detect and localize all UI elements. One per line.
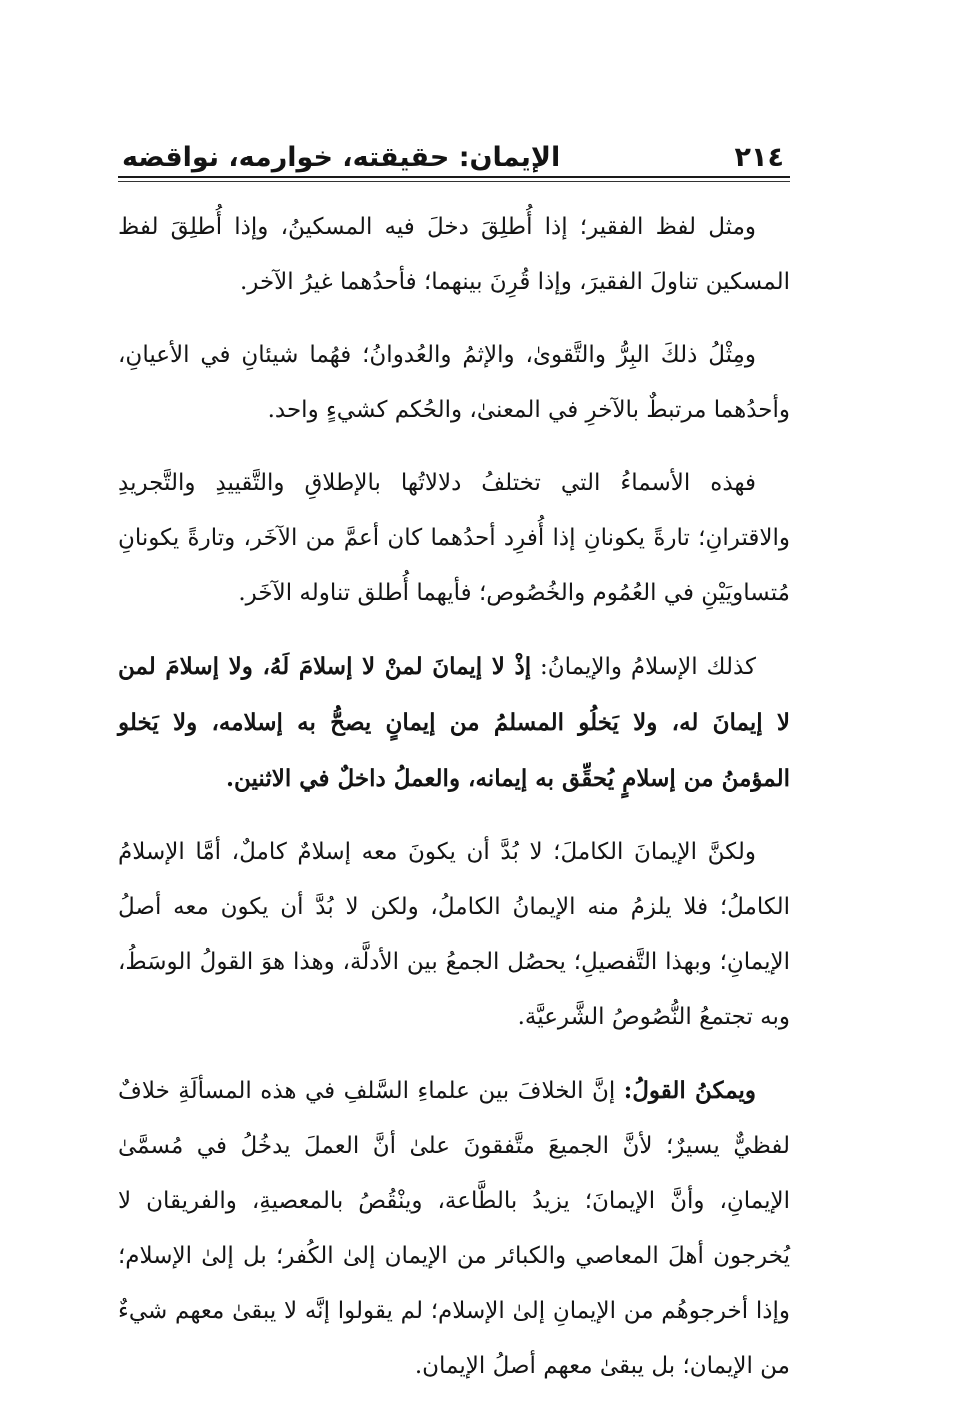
paragraph bbox=[118, 328, 790, 438]
header-rule bbox=[118, 176, 790, 178]
paragraph bbox=[118, 825, 790, 1045]
page-body bbox=[118, 200, 790, 1412]
book-title: الإيمان: حقيقته، خوارمه، نواقضه bbox=[122, 142, 561, 173]
paragraph-text: ومِثْلُ ذلكَ البِرُّ والتَّقوىٰ، والإثمُ والعُدوانُ؛ فهُما شيئانِ في الأعيانِ، وأحدُهما مرتبطٌ بالآخرِ في المعنىٰ، والحُكم كشيءٍ واحد. bbox=[118, 342, 790, 423]
paragraph bbox=[118, 200, 790, 310]
page-number: ٢١٤ bbox=[734, 142, 784, 173]
paragraph bbox=[118, 639, 790, 807]
paragraph-lead: ويمكنُ القولُ: bbox=[623, 1077, 756, 1104]
paragraph-text: فهذه الأسماءُ التي تختلفُ دلالاتُها بالإطلاقِ والتَّقييدِ والتَّجريدِ والاقترانِ؛ تارةً يكونانِ إذا أُفرِد أحدُهما كان أعمَّ من الآخَر، وتارةً يكونانِ مُتساويَيْنِ في العُمُوم والخُصُوص؛ فأيهما أُطلق تناوله الآخَر. bbox=[118, 470, 790, 606]
paragraph bbox=[118, 1063, 790, 1394]
header-rule-thin bbox=[118, 181, 790, 182]
paragraph bbox=[118, 456, 790, 621]
paragraph-bold-text: إذْ لا إيمانَ لمنْ لا إسلامَ لَهُ، ولا إسلامَ لمن لا إيمانَ له، ولا يَخلُو المسلمُ من إيمانٍ يصحُّ به إسلامه، ولا يَخلو المؤمنُ من إسلامٍ يُحقِّق به إيمانه، والعملُ داخلٌ في الاثنين. bbox=[118, 653, 790, 792]
paragraph-lead: كذلك الإسلامُ والإيمانُ: bbox=[540, 654, 756, 680]
paragraph-text: ولكنَّ الإيمانَ الكاملَ؛ لا بُدَّ أن يكونَ معه إسلامٌ كاملٌ، أمَّا الإسلامُ الكاملُ؛ فلا يلزمُ منه الإيمانُ الكاملُ، ولكن لا بُدَّ أن يكون معه أصلُ الإيمانِ؛ وبهذا التَّفصيلِ؛ يحصُل الجمعُ بين الأدلَّة، وهذا هوَ القولُ الوسَطُ، وبه تجتمعُ النُّصُوصُ الشَّرعيَّة. bbox=[118, 839, 790, 1030]
paragraph-text: ومثل لفظ الفقير؛ إذا أُطلِقَ دخلَ فيه المسكينُ، وإذا أُطلِقَ لفظ المسكين تناولَ الفقيرَ، وإذا قُرِنَ بينهما؛ فأحدُهما غيرُ الآخر. bbox=[118, 214, 790, 295]
running-header bbox=[118, 140, 788, 180]
paragraph-text: إنَّ الخلافَ بين علماءِ السَّلفِ في هذه المسألَةِ خلافٌ لفظيٌّ يسيرٌ؛ لأنَّ الجميعَ متَّفقونَ علىٰ أنَّ العملَ يدخُلُ في مُسمَّىٰ الإيمانِ، وأنَّ الإيمانَ؛ يزيدُ بالطَّاعة، وينْقُصُ بالمعصيةِ، والفريقان لا يُخرجون أهلَ المعاصي والكبائر من الإيمان إلىٰ الكُفر؛ بل إلىٰ الإسلام؛ وإذا أخرجوهُم من الإيمانِ إلىٰ الإسلام؛ لم يقولوا إنَّه لا يبقىٰ معهم شيءٌ من الإيمان؛ بل يبقىٰ معهم أصلُ الإيمان. bbox=[118, 1078, 790, 1379]
